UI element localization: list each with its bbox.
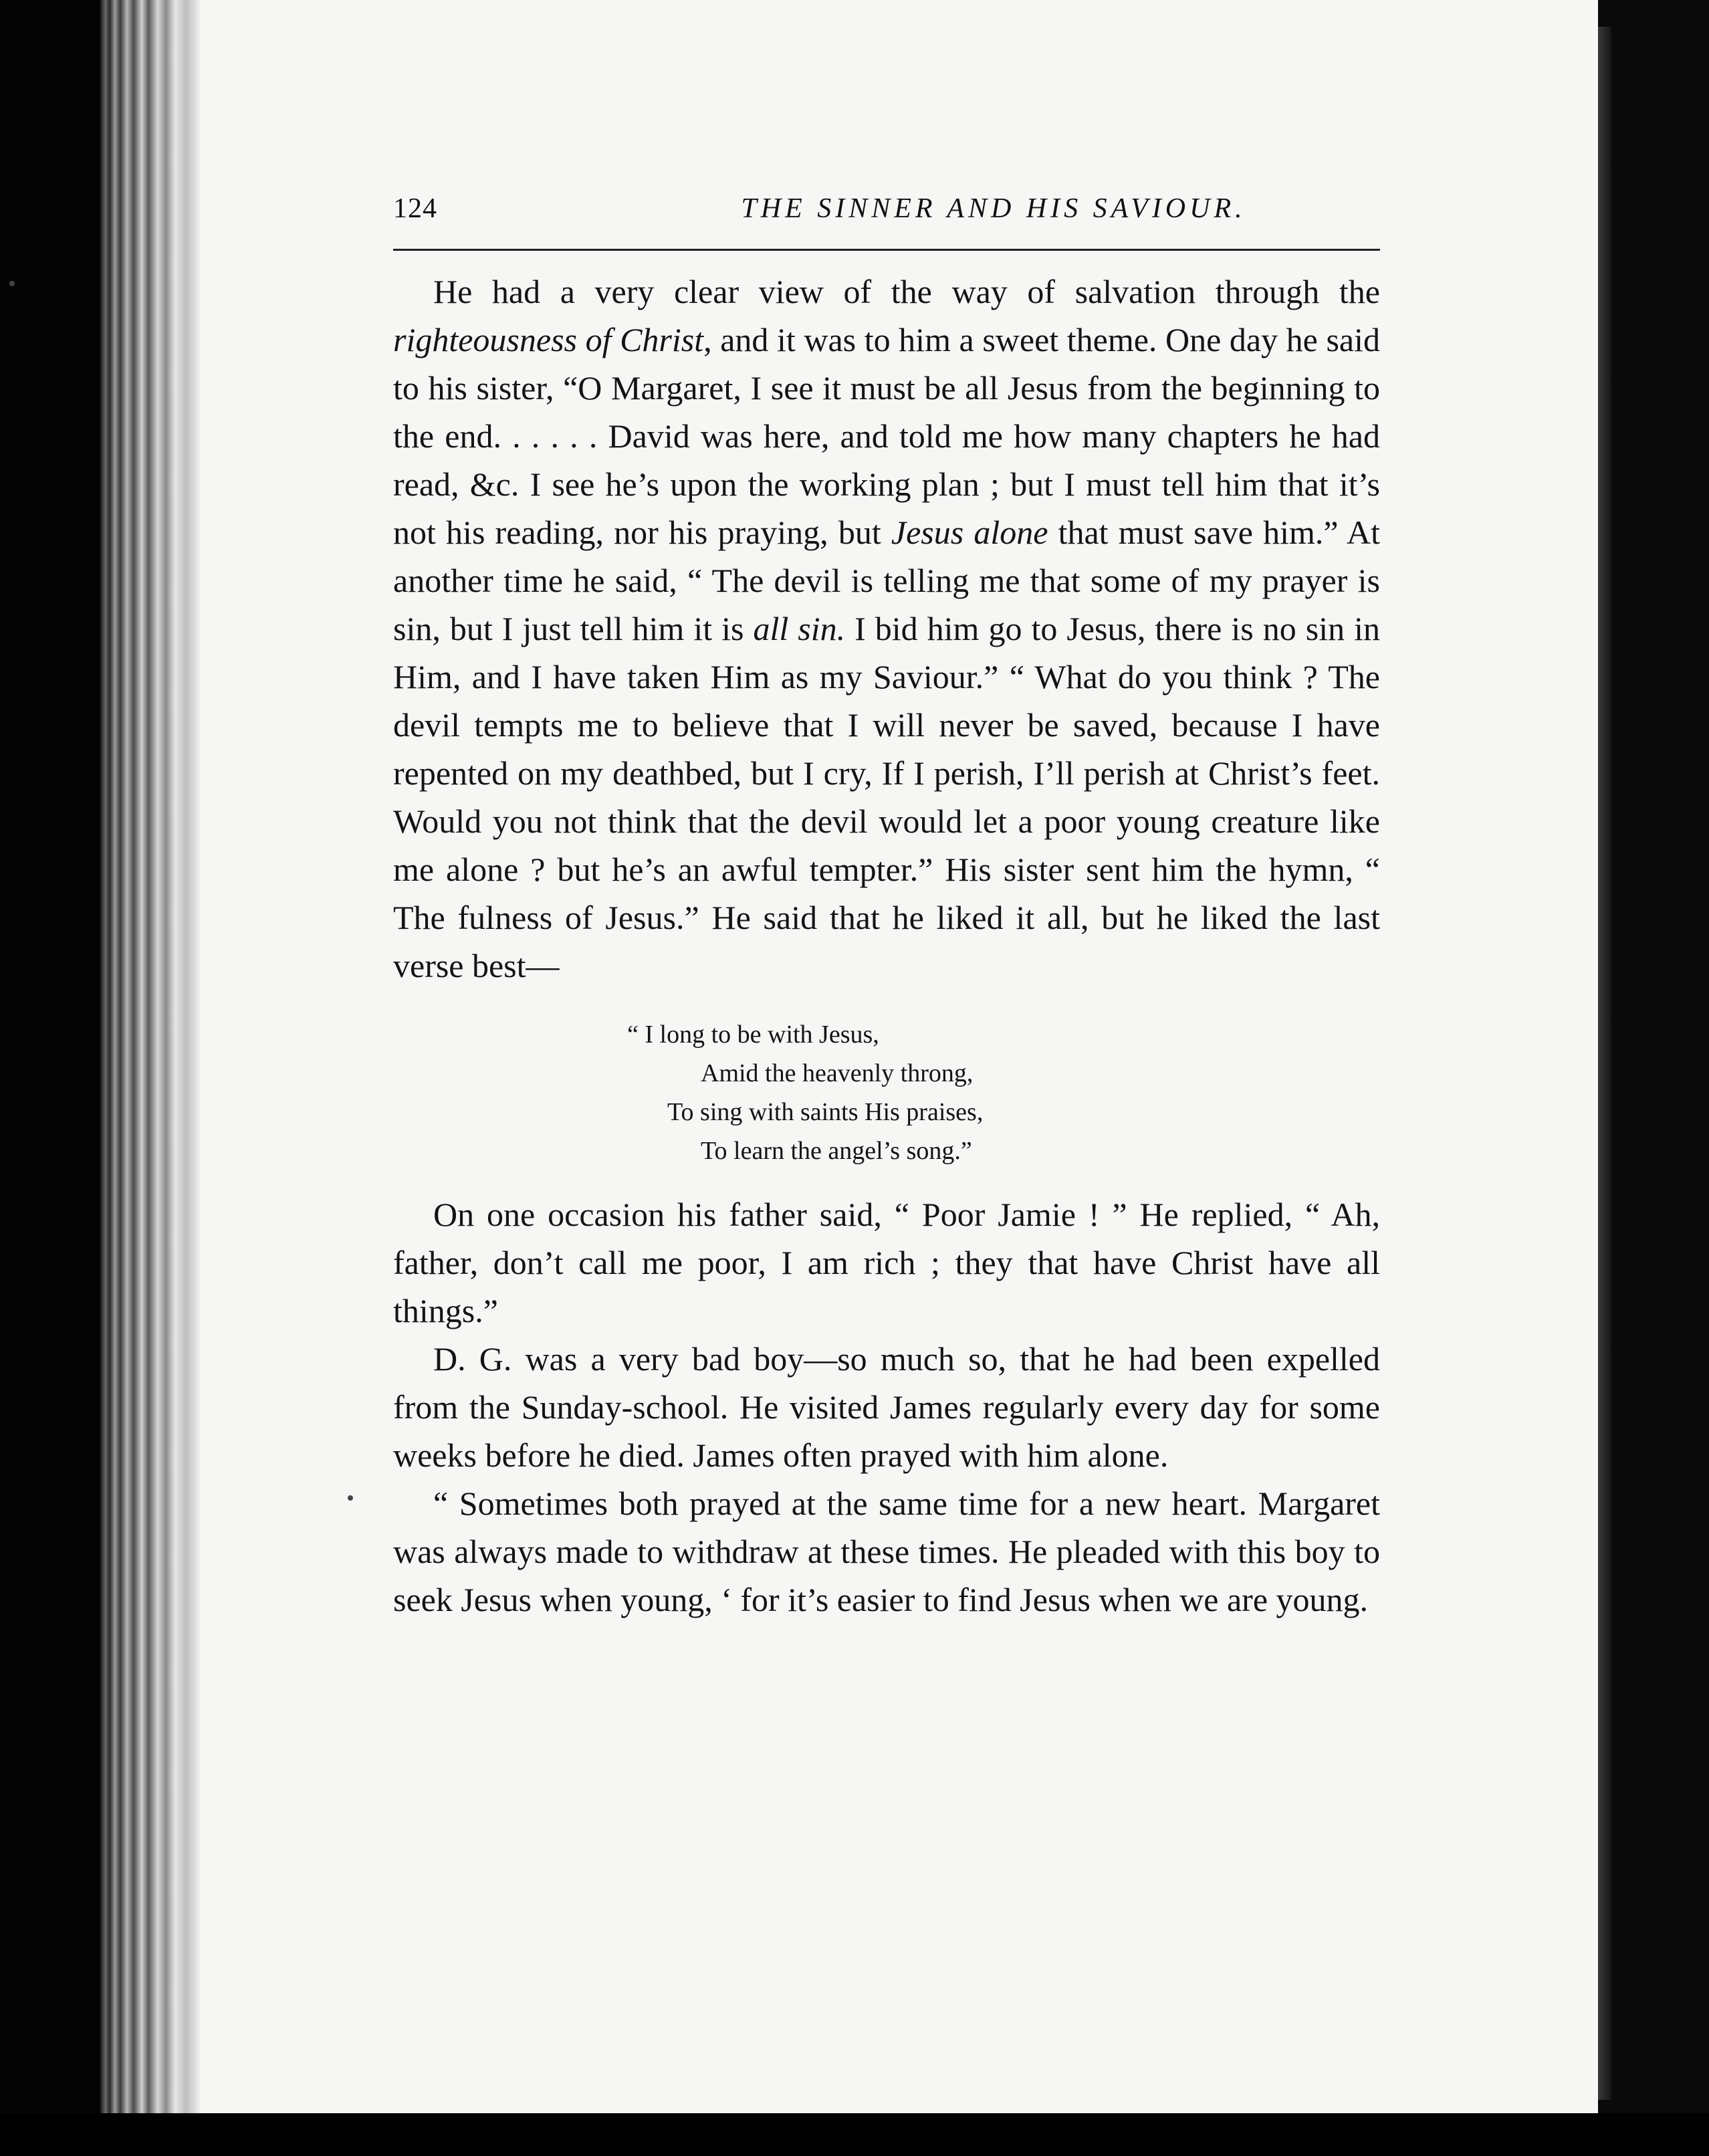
page-stack-edge [100, 0, 201, 2113]
text-run: that must save him.” At another time he said, “ The devil is telling me that some of my prayer is sin, but I just tell him it is [393, 514, 1380, 647]
italic-run: all sin. [753, 610, 846, 647]
text-run: He had a very clear view of the way of salvation through the [433, 273, 1380, 310]
header-rule [393, 249, 1380, 251]
paragraph-4: “ Sometimes both prayed at the same time for a new heart. Margaret was always made to withdraw at these times. He pleaded with this boy to seek Jesus when young, ‘ for it’s easier to find Jesus when we are young. [393, 1485, 1380, 1618]
text-run: , and it was to him a sweet theme. One day he said to his sister, “O Margaret, I see it must be all Jesus from the beginning to the end. . . . . . David was here, and told me how many chapters he had read, &c. I see he’s upon the working plan ; but I must tell him that it’s not his reading, nor his praying, but [393, 321, 1380, 551]
facing-page-edge [1598, 27, 1611, 2100]
paragraph-2: On one occasion his father said, “ Poor Jamie ! ” He replied, “ Ah, father, don’t call me poor, I am rich ; they that have Christ have all things.” [393, 1196, 1380, 1329]
body-text [393, 267, 1380, 1624]
scan-speck [348, 1495, 353, 1501]
italic-run: Jesus alone [891, 514, 1048, 551]
bottom-shadow [0, 2113, 1709, 2156]
paragraph-1 [393, 267, 1380, 990]
scan-speck [9, 281, 15, 286]
paragraph-3: D. G. was a very bad boy—so much so, that he had been expelled from the Sunday-school. He visited James regularly every day for some weeks before he died. James often prayed with him alone. [393, 1340, 1380, 1474]
verse-line: To learn the angel’s song.” [701, 1137, 972, 1165]
verse-line: To sing with saints His praises, [667, 1098, 984, 1126]
verse-line: “ I long to be with Jesus, [627, 1020, 879, 1049]
italic-run: righteousness of Christ [393, 321, 704, 358]
facing-page-shadow [1598, 0, 1709, 2156]
page-number: 124 [393, 193, 437, 224]
running-title: THE SINNER AND HIS SAVIOUR. [741, 193, 1246, 224]
text-run: I bid him go to Jesus, there is no sin in Him, and I have taken Him as my Saviour.” “ What do you think ? The devil tempts me to believe that I will never be saved, because I have repented on my deathbed, but I cry, If I perish, I’ll perish at Christ’s feet. Would you not think that the devil would let a poor young creature like me alone ? but he’s an awful tempter.” His sister sent him the hymn, “ The fulness of Jesus.” He said that he liked it all, but he liked the last verse best— [393, 610, 1380, 984]
running-head [393, 193, 1380, 233]
verse-line: Amid the heavenly throng, [701, 1059, 974, 1087]
hymn-verse [393, 1015, 1380, 1170]
